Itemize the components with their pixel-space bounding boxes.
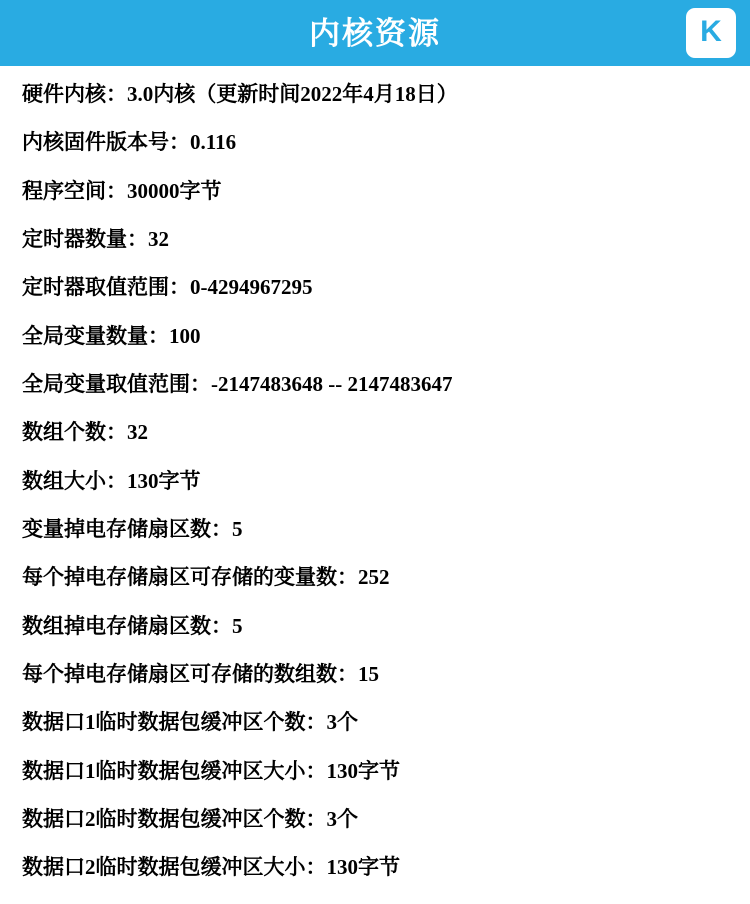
- brand-logo: [686, 8, 736, 58]
- spec-line: 全局变量数量：100: [22, 323, 201, 348]
- spec-line: 数据口2临时数据包缓冲区个数：3个: [22, 806, 358, 831]
- spec-line: 数组个数：32: [22, 420, 148, 445]
- spec-line: 定时器数量：32: [22, 226, 169, 251]
- spec-line: 硬件内核：3.0内核（更新时间2022年4月18日）: [22, 82, 458, 106]
- spec-line: 每个掉电存储扇区可存储的数组数：15: [22, 661, 379, 686]
- spec-line: 全局变量取值范围：-2147483648 -- 2147483647: [22, 371, 453, 396]
- spec-line: 数据口1临时数据包缓冲区个数：3个: [22, 710, 358, 735]
- page-title: 内核资源: [309, 15, 441, 51]
- spec-line: 程序空间：30000字节: [22, 178, 222, 203]
- spec-line: 每个掉电存储扇区可存储的变量数：252: [22, 565, 390, 590]
- spec-line: 内核固件版本号：0.116: [22, 130, 237, 155]
- page-header: [0, 0, 750, 66]
- spec-line: 变量掉电存储扇区数：5: [22, 516, 243, 541]
- spec-list: [0, 66, 750, 879]
- spec-line: 定时器取值范围：0-4294967295: [22, 275, 313, 300]
- spec-line: 数据口2临时数据包缓冲区大小：130字节: [22, 855, 400, 880]
- spec-line: 数据口1临时数据包缓冲区大小：130字节: [22, 758, 400, 783]
- spec-line: 数组大小：130字节: [22, 468, 201, 493]
- logo-k-icon: K: [700, 15, 722, 48]
- spec-line: 数组掉电存储扇区数：5: [22, 613, 243, 638]
